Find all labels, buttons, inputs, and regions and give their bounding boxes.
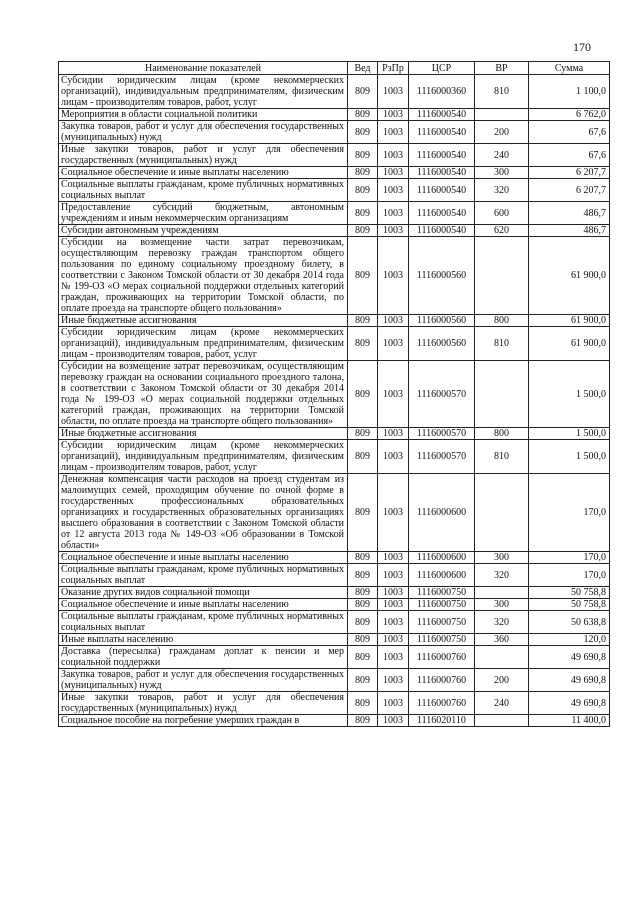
cell-name: Социальное обеспечение и иные выплаты населению bbox=[59, 167, 348, 179]
cell-csr: 1116000570 bbox=[409, 440, 475, 474]
cell-csr: 1116000540 bbox=[409, 179, 475, 202]
cell-name: Иные бюджетные ассигнования bbox=[59, 315, 348, 327]
cell-vr: 320 bbox=[475, 179, 529, 202]
cell-vr: 240 bbox=[475, 144, 529, 167]
table-row bbox=[59, 225, 610, 237]
cell-sum: 170,0 bbox=[529, 564, 610, 587]
cell-vr: 320 bbox=[475, 564, 529, 587]
cell-name: Иные закупки товаров, работ и услуг для обеспечения государственных (муниципальных) нужд bbox=[59, 144, 348, 167]
cell-ved: 809 bbox=[348, 109, 378, 121]
cell-csr: 1116000750 bbox=[409, 634, 475, 646]
cell-ved: 809 bbox=[348, 440, 378, 474]
cell-rzpr: 1003 bbox=[378, 109, 409, 121]
table-row bbox=[59, 237, 610, 315]
cell-rzpr: 1003 bbox=[378, 599, 409, 611]
cell-name: Социальное обеспечение и иные выплаты населению bbox=[59, 552, 348, 564]
table-row bbox=[59, 109, 610, 121]
cell-ved: 809 bbox=[348, 715, 378, 727]
cell-sum: 67,6 bbox=[529, 144, 610, 167]
header-csr: ЦСР bbox=[409, 62, 475, 75]
cell-csr: 1116000540 bbox=[409, 167, 475, 179]
cell-vr: 320 bbox=[475, 611, 529, 634]
table-row bbox=[59, 715, 610, 727]
cell-rzpr: 1003 bbox=[378, 167, 409, 179]
cell-ved: 809 bbox=[348, 611, 378, 634]
cell-rzpr: 1003 bbox=[378, 315, 409, 327]
cell-sum: 486,7 bbox=[529, 225, 610, 237]
table-body bbox=[59, 75, 610, 727]
cell-vr bbox=[475, 361, 529, 428]
table-row bbox=[59, 167, 610, 179]
cell-csr: 1116000600 bbox=[409, 552, 475, 564]
cell-csr: 1116000570 bbox=[409, 361, 475, 428]
cell-rzpr: 1003 bbox=[378, 440, 409, 474]
cell-sum: 6 207,7 bbox=[529, 179, 610, 202]
cell-ved: 809 bbox=[348, 144, 378, 167]
table-row bbox=[59, 440, 610, 474]
cell-rzpr: 1003 bbox=[378, 75, 409, 109]
cell-vr: 240 bbox=[475, 692, 529, 715]
cell-name: Оказание других видов социальной помощи bbox=[59, 587, 348, 599]
cell-rzpr: 1003 bbox=[378, 327, 409, 361]
cell-sum: 170,0 bbox=[529, 552, 610, 564]
cell-sum: 6 762,0 bbox=[529, 109, 610, 121]
cell-rzpr: 1003 bbox=[378, 564, 409, 587]
table-row bbox=[59, 552, 610, 564]
cell-name: Социальные выплаты гражданам, кроме публичных нормативных социальных выплат bbox=[59, 611, 348, 634]
cell-rzpr: 1003 bbox=[378, 692, 409, 715]
cell-name: Субсидии автономным учреждениям bbox=[59, 225, 348, 237]
cell-ved: 809 bbox=[348, 75, 378, 109]
cell-name: Субсидии юридическим лицам (кроме некоммерческих организаций), индивидуальным предпринимателям, физическим лицам - производителям товаров, работ, услуг bbox=[59, 327, 348, 361]
cell-name: Иные выплаты населению bbox=[59, 634, 348, 646]
cell-ved: 809 bbox=[348, 167, 378, 179]
cell-ved: 809 bbox=[348, 202, 378, 225]
cell-ved: 809 bbox=[348, 552, 378, 564]
cell-rzpr: 1003 bbox=[378, 179, 409, 202]
page-number: 170 bbox=[573, 40, 591, 54]
table-header-row bbox=[59, 62, 610, 75]
cell-name: Доставка (пересылка) гражданам доплат к пенсии и мер социальной поддержки bbox=[59, 646, 348, 669]
table-row bbox=[59, 599, 610, 611]
cell-csr: 1116000540 bbox=[409, 121, 475, 144]
header-sum: Сумма bbox=[529, 62, 610, 75]
cell-name: Субсидии на возмещение части затрат перевозчикам, осуществляющим перевозку граждан транспортом общего пользования по единому социальному проездному билету, в соответствии с Законом Томской области от 30 декабря 2014 года № 199-ОЗ «О мерах социальной поддержки отдельных категорий граждан, проживающих на территории Томской области, по оплате проезда на транспорте общего пользования» bbox=[59, 237, 348, 315]
cell-ved: 809 bbox=[348, 327, 378, 361]
header-vr: ВР bbox=[475, 62, 529, 75]
table-row bbox=[59, 587, 610, 599]
cell-name: Иные закупки товаров, работ и услуг для обеспечения государственных (муниципальных) нужд bbox=[59, 692, 348, 715]
cell-vr: 810 bbox=[475, 440, 529, 474]
cell-sum: 6 207,7 bbox=[529, 167, 610, 179]
table-row bbox=[59, 692, 610, 715]
cell-sum: 61 900,0 bbox=[529, 315, 610, 327]
cell-ved: 809 bbox=[348, 361, 378, 428]
cell-csr: 1116000560 bbox=[409, 237, 475, 315]
cell-sum: 67,6 bbox=[529, 121, 610, 144]
cell-csr: 1116000560 bbox=[409, 327, 475, 361]
table-row bbox=[59, 428, 610, 440]
cell-sum: 1 500,0 bbox=[529, 440, 610, 474]
cell-ved: 809 bbox=[348, 121, 378, 144]
cell-rzpr: 1003 bbox=[378, 202, 409, 225]
cell-rzpr: 1003 bbox=[378, 237, 409, 315]
cell-csr: 1116000540 bbox=[409, 144, 475, 167]
cell-rzpr: 1003 bbox=[378, 669, 409, 692]
cell-csr: 1116000760 bbox=[409, 646, 475, 669]
cell-ved: 809 bbox=[348, 669, 378, 692]
cell-vr: 810 bbox=[475, 327, 529, 361]
cell-csr: 1116000760 bbox=[409, 692, 475, 715]
cell-csr: 1116020110 bbox=[409, 715, 475, 727]
cell-name: Социальное пособие на погребение умерших граждан в bbox=[59, 715, 348, 727]
cell-vr bbox=[475, 237, 529, 315]
cell-ved: 809 bbox=[348, 587, 378, 599]
cell-rzpr: 1003 bbox=[378, 474, 409, 552]
cell-csr: 1116000540 bbox=[409, 109, 475, 121]
cell-vr: 300 bbox=[475, 599, 529, 611]
cell-vr: 200 bbox=[475, 121, 529, 144]
cell-vr bbox=[475, 587, 529, 599]
cell-name: Субсидии юридическим лицам (кроме некоммерческих организаций), индивидуальным предпринимателям, физическим лицам - производителям товаров, работ, услуг bbox=[59, 440, 348, 474]
cell-rzpr: 1003 bbox=[378, 646, 409, 669]
cell-ved: 809 bbox=[348, 692, 378, 715]
table-row bbox=[59, 634, 610, 646]
cell-name: Социальное обеспечение и иные выплаты населению bbox=[59, 599, 348, 611]
cell-rzpr: 1003 bbox=[378, 587, 409, 599]
cell-rzpr: 1003 bbox=[378, 225, 409, 237]
table-row bbox=[59, 611, 610, 634]
table-row bbox=[59, 646, 610, 669]
cell-name: Закупка товаров, работ и услуг для обеспечения государственных (муниципальных) нужд bbox=[59, 121, 348, 144]
cell-csr: 1116000540 bbox=[409, 225, 475, 237]
table-row bbox=[59, 474, 610, 552]
cell-name: Иные бюджетные ассигнования bbox=[59, 428, 348, 440]
cell-csr: 1116000600 bbox=[409, 564, 475, 587]
table-row bbox=[59, 121, 610, 144]
cell-ved: 809 bbox=[348, 564, 378, 587]
cell-csr: 1116000600 bbox=[409, 474, 475, 552]
table-row bbox=[59, 564, 610, 587]
header-rzpr: РзПр bbox=[378, 62, 409, 75]
cell-sum: 1 500,0 bbox=[529, 428, 610, 440]
cell-vr: 300 bbox=[475, 552, 529, 564]
cell-csr: 1116000560 bbox=[409, 315, 475, 327]
cell-csr: 1116000750 bbox=[409, 611, 475, 634]
cell-vr bbox=[475, 109, 529, 121]
header-ved: Вед bbox=[348, 62, 378, 75]
cell-vr: 810 bbox=[475, 75, 529, 109]
table-row bbox=[59, 669, 610, 692]
cell-ved: 809 bbox=[348, 428, 378, 440]
cell-sum: 120,0 bbox=[529, 634, 610, 646]
cell-ved: 809 bbox=[348, 225, 378, 237]
cell-sum: 61 900,0 bbox=[529, 237, 610, 315]
cell-vr: 600 bbox=[475, 202, 529, 225]
table-row bbox=[59, 75, 610, 109]
cell-rzpr: 1003 bbox=[378, 121, 409, 144]
cell-rzpr: 1003 bbox=[378, 361, 409, 428]
cell-rzpr: 1003 bbox=[378, 144, 409, 167]
cell-csr: 1116000750 bbox=[409, 599, 475, 611]
cell-vr: 620 bbox=[475, 225, 529, 237]
header-name: Наименование показателей bbox=[59, 62, 348, 75]
table-row bbox=[59, 315, 610, 327]
table-row bbox=[59, 202, 610, 225]
table-row bbox=[59, 179, 610, 202]
cell-csr: 1116000750 bbox=[409, 587, 475, 599]
cell-vr bbox=[475, 646, 529, 669]
cell-sum: 61 900,0 bbox=[529, 327, 610, 361]
cell-name: Закупка товаров, работ и услуг для обеспечения государственных (муниципальных) нужд bbox=[59, 669, 348, 692]
cell-sum: 49 690,8 bbox=[529, 669, 610, 692]
cell-sum: 49 690,8 bbox=[529, 646, 610, 669]
cell-name: Мероприятия в области социальной политики bbox=[59, 109, 348, 121]
table-row bbox=[59, 361, 610, 428]
cell-ved: 809 bbox=[348, 646, 378, 669]
cell-sum: 50 638,8 bbox=[529, 611, 610, 634]
cell-vr: 200 bbox=[475, 669, 529, 692]
cell-vr bbox=[475, 715, 529, 727]
cell-name: Социальные выплаты гражданам, кроме публичных нормативных социальных выплат bbox=[59, 179, 348, 202]
cell-sum: 1 500,0 bbox=[529, 361, 610, 428]
cell-sum: 50 758,8 bbox=[529, 599, 610, 611]
cell-ved: 809 bbox=[348, 179, 378, 202]
cell-vr bbox=[475, 474, 529, 552]
cell-name: Предоставление субсидий бюджетным, автономным учреждениям и иным некоммерческим организациям bbox=[59, 202, 348, 225]
cell-csr: 1116000570 bbox=[409, 428, 475, 440]
cell-sum: 1 100,0 bbox=[529, 75, 610, 109]
cell-rzpr: 1003 bbox=[378, 715, 409, 727]
cell-ved: 809 bbox=[348, 315, 378, 327]
cell-ved: 809 bbox=[348, 634, 378, 646]
cell-name: Субсидии юридическим лицам (кроме некоммерческих организаций), индивидуальным предпринимателям, физическим лицам - производителям товаров, работ, услуг bbox=[59, 75, 348, 109]
cell-rzpr: 1003 bbox=[378, 634, 409, 646]
cell-name: Субсидии на возмещение затрат перевозчикам, осуществляющим перевозку граждан на основании социального проездного талона, в соответствии с Законом Томской области от 30 декабря 2014 года № 199-ОЗ «О мерах социальной поддержки отдельных категорий граждан, проживающих на территории Томской области, по оплате проезда на транспорте общего пользования» bbox=[59, 361, 348, 428]
cell-name: Социальные выплаты гражданам, кроме публичных нормативных социальных выплат bbox=[59, 564, 348, 587]
table-row bbox=[59, 144, 610, 167]
cell-sum: 49 690,8 bbox=[529, 692, 610, 715]
cell-sum: 50 758,8 bbox=[529, 587, 610, 599]
budget-table bbox=[58, 61, 610, 727]
table-row bbox=[59, 327, 610, 361]
cell-csr: 1116000760 bbox=[409, 669, 475, 692]
cell-ved: 809 bbox=[348, 599, 378, 611]
cell-csr: 1116000360 bbox=[409, 75, 475, 109]
cell-rzpr: 1003 bbox=[378, 611, 409, 634]
cell-rzpr: 1003 bbox=[378, 428, 409, 440]
cell-vr: 800 bbox=[475, 428, 529, 440]
cell-name: Денежная компенсация части расходов на проезд студентам из малоимущих семей, проходящим обучение по очной форме в государственных профессиональных образовательных организациях и государственных образовательных организациях высшего образования в соответствии с Законом Томской области от 12 августа 2013 года № 149-ОЗ «Об образовании в Томской области» bbox=[59, 474, 348, 552]
cell-ved: 809 bbox=[348, 237, 378, 315]
cell-vr: 800 bbox=[475, 315, 529, 327]
cell-ved: 809 bbox=[348, 474, 378, 552]
cell-vr: 360 bbox=[475, 634, 529, 646]
cell-csr: 1116000540 bbox=[409, 202, 475, 225]
cell-sum: 170,0 bbox=[529, 474, 610, 552]
cell-vr: 300 bbox=[475, 167, 529, 179]
cell-sum: 11 400,0 bbox=[529, 715, 610, 727]
cell-rzpr: 1003 bbox=[378, 552, 409, 564]
cell-sum: 486,7 bbox=[529, 202, 610, 225]
